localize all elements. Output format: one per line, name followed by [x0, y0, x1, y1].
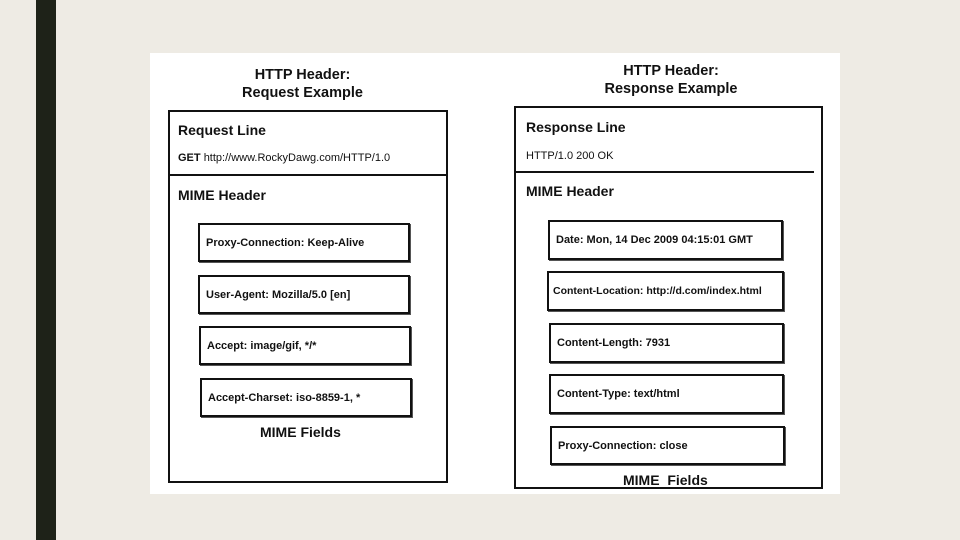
request-title-line1: HTTP Header:	[254, 67, 351, 83]
request-mime-heading: MIME Header	[178, 187, 266, 203]
http-header-diagram	[150, 53, 840, 494]
response-title-line2: Response Example	[604, 81, 738, 97]
response-title-line1: HTTP Header:	[623, 63, 719, 79]
request-fields-caption: MIME Fields	[260, 424, 341, 440]
response-mime-heading: MIME Header	[526, 183, 614, 199]
response-line-value: HTTP/1.0 200 OK	[526, 150, 614, 162]
response-fields-caption: MIME Fields	[623, 472, 708, 488]
request-field-proxy-connection: Proxy-Connection: Keep-Alive	[198, 223, 410, 262]
request-line-heading: Request Line	[178, 122, 266, 138]
response-line-heading: Response Line	[526, 119, 626, 135]
response-field-date: Date: Mon, 14 Dec 2009 04:15:01 GMT	[548, 220, 783, 260]
request-field-accept-charset: Accept-Charset: iso-8859-1, *	[200, 378, 412, 417]
response-field-content-location: Content-Location: http://d.com/index.html	[547, 271, 784, 311]
request-title	[210, 66, 395, 102]
response-field-proxy-connection: Proxy-Connection: close	[550, 426, 785, 465]
slide-accent-bar	[36, 0, 56, 540]
response-title	[582, 62, 760, 98]
request-line-value	[178, 152, 390, 164]
response-field-content-type: Content-Type: text/html	[549, 374, 784, 414]
request-uri-version: http://www.RockyDawg.com/HTTP/1.0	[203, 152, 391, 164]
response-field-content-length: Content-Length: 7931	[549, 323, 784, 363]
request-field-user-agent: User-Agent: Mozilla/5.0 [en]	[198, 275, 410, 314]
request-field-accept: Accept: image/gif, */*	[199, 326, 411, 365]
response-line-divider	[514, 171, 814, 173]
request-line-divider	[168, 174, 448, 176]
request-title-line2: Request Example	[242, 85, 363, 101]
request-method: GET	[178, 152, 201, 164]
